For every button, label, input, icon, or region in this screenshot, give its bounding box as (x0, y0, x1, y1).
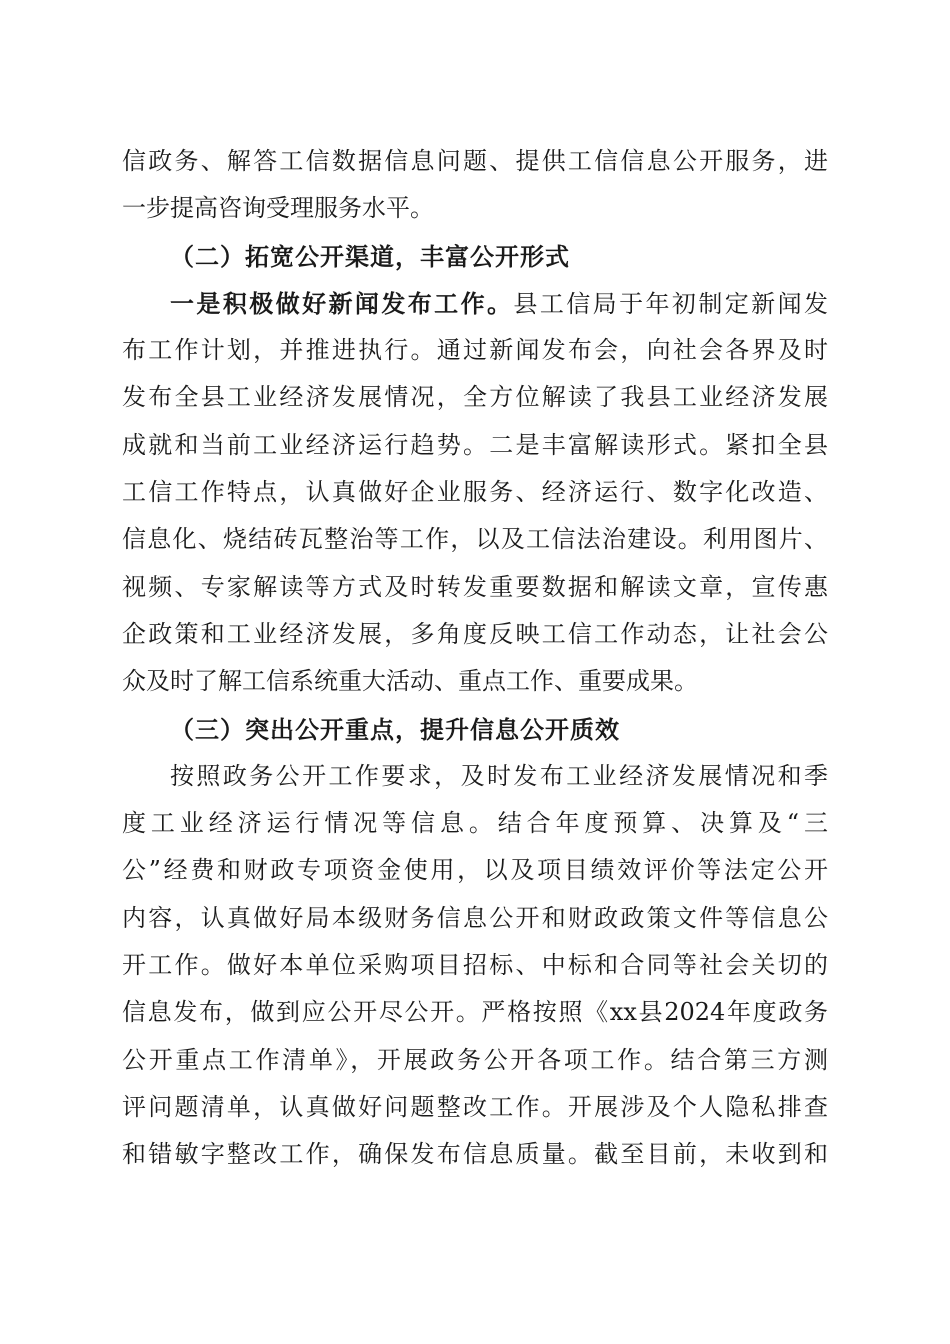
text-line: 工信工作特点，认真做好企业服务、经济运行、数字化改造、 (122, 478, 828, 507)
section-heading-3: （三）突出公开重点，提升信息公开质效 (170, 714, 620, 744)
text-line: 成就和当前工业经济运行趋势。二是丰富解读形式。紧扣全县 (122, 430, 828, 459)
text-line: 公开重点工作清单》，开展政务公开各项工作。结合第三方测 (122, 1045, 828, 1074)
text-line: 众及时了解工信系统重大活动、重点工作、重要成果。 (122, 667, 698, 696)
bold-lead-phrase: 一是积极做好新闻发布工作。 (170, 288, 514, 318)
paragraph-continued (122, 138, 828, 233)
text-line: 和错敏字整改工作，确保发布信息质量。截至目前，未收到和 (122, 1140, 828, 1169)
text-run: 县工信局于年初制定新闻发 (513, 289, 828, 318)
text-line: 企政策和工业经济发展，多角度反映工信工作动态，让社会公 (122, 619, 828, 648)
text-line: 公”经费和财政专项资金使用，以及项目绩效评价等法定公开 (122, 856, 828, 885)
text-line: 度工业经济运行情况等信息。结合年度预算、决算及“三 (122, 809, 828, 838)
text-line: 发布全县工业经济发展情况，全方位解读了我县工业经济发展 (122, 383, 828, 412)
section-heading-2: （二）拓宽公开渠道，丰富公开形式 (170, 241, 570, 271)
text-line: 布工作计划，并推进执行。通过新闻发布会，向社会各界及时 (122, 336, 828, 365)
text-line: 信息发布，做到应公开尽公开。严格按照《xx县2024年度政务 (122, 998, 828, 1027)
text-line (122, 280, 828, 327)
paragraph-news-release (122, 280, 828, 706)
document-body (122, 138, 828, 1179)
text-line: 信息化、烧结砖瓦整治等工作，以及工信法治建设。利用图片、 (122, 525, 828, 554)
text-line: 内容，认真做好局本级财务信息公开和财政政策文件等信息公 (122, 903, 828, 932)
text-line: 视频、专家解读等方式及时转发重要数据和解读文章，宣传惠 (122, 572, 828, 601)
paragraph-disclosure-focus (122, 753, 828, 1179)
text-line: 一步提高咨询受理服务水平。 (122, 194, 434, 223)
text-line: 按照政务公开工作要求，及时发布工业经济发展情况和季 (170, 761, 828, 790)
text-line: 评问题清单，认真做好问题整改工作。开展涉及个人隐私排查 (122, 1092, 828, 1121)
text-line: 开工作。做好本单位采购项目招标、中标和合同等社会关切的 (122, 951, 828, 980)
text-line: 信政务、解答工信数据信息问题、提供工信信息公开服务，进 (122, 147, 828, 175)
